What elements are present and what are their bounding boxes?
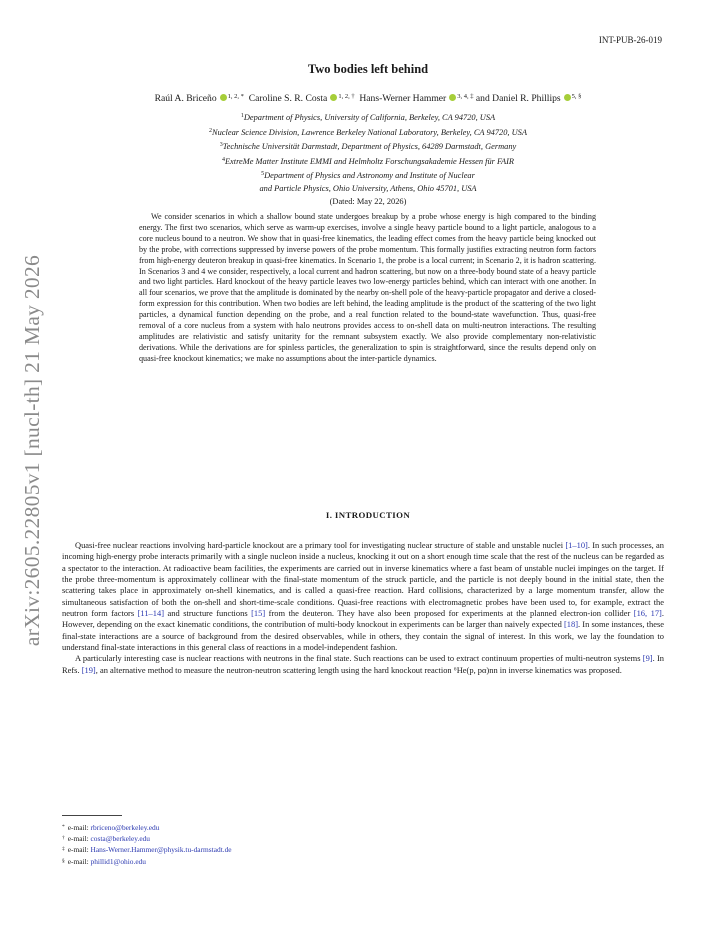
citation-link[interactable]: [16, 17] — [633, 608, 662, 619]
author-marks: 1, 2, † — [338, 93, 355, 100]
affiliation-line: $^4$ExtreMe Matter Institute EMMI and Helmholtz Forschungsakademie Hessen für FAIR — [221, 156, 515, 166]
report-number: INT-PUB-26-019 — [598, 35, 662, 45]
email-link[interactable]: rbriceno@berkeley.edu — [90, 823, 160, 832]
author-marks: 3, 4, ‡ — [457, 93, 474, 100]
citation-link[interactable]: [11–14] — [137, 608, 165, 619]
author-conjunction: and — [475, 93, 490, 104]
affiliation-line: and Particle Physics, Ohio University, Athens, Ohio 45701, USA — [259, 183, 477, 193]
affiliation-line: $^2$Nuclear Science Division, Lawrence Berkeley National Laboratory, Berkeley, CA 94720, USA — [209, 127, 527, 137]
orcid-icon[interactable] — [449, 94, 456, 101]
citation-link[interactable]: [18] — [563, 619, 579, 630]
body-text — [62, 540, 664, 676]
abstract: We consider scenarios in which a shallow bound state undergoes breakup by a probe whose energy is high compared to the binding energy. The first two scenarios, which serve as warm-up exercises, involve a single heavy particle bound to a light particle, analogous to a core nucleus bound to a neutron. We show that in quasi-free kinematics, the leading effect comes from the heavy particle being knocked out by the probe, with corrections suppressed by inverse powers of the probe momentum. This formally justifies extracting neutron form factors from high-energy deuteron breakup in quasi-free kinematics. In Scenario 1, the probe is a local current; in Scenario 2, it is hadron scattering. In Scenarios 3 and 4 we consider, respectively, a local current and hadron scattering, but now on a three-body bound state of a heavy particle and two light particles. Hard knockout of the heavy particle leaves two low-energy particles behind, which can interact with one another. In all four scenarios, we prove that the amplitude is dominated by the nearby on-shell pole of the heavy-particle propagator and derive a closed-form expression for this contribution. When two bodies are left behind, the leading amplitude is the product of the scattering of the two light particles, a dynamical function depending on the probe, and a real function related to the bound-state wavefunction. Thus, quasi-free removal of a core nucleus from a system with halo neutrons provides access to on-shell data on multi-neutron interactions. The resulting amplitudes are relativistic and satisfy unitarity for the remnant subsystem exactly. We also provide complementary non-relativistic derivations. While the derivations are for spinless particles, the generalization to spin is straightforward, since the results depend only on quasi-free knockout kinematics; we make no assumptions about the inter-particle dynamics. — [139, 212, 596, 363]
citation-link[interactable]: [1–10] — [565, 540, 588, 550]
arxiv-id: arXiv:2605.22805v1 [nucl-th] 21 May 2026 — [20, 254, 45, 646]
citation-link[interactable]: [9] — [642, 653, 653, 664]
author-name: Caroline S. R. Costa — [248, 93, 328, 104]
author-name: Raúl A. Briceño — [154, 93, 217, 104]
dated-line: (Dated: May 22, 2026) — [329, 196, 407, 206]
footnote: † e-mail: costa@berkeley.edu — [62, 834, 151, 844]
orcid-icon[interactable] — [220, 94, 227, 101]
affiliation-line: $^1$Department of Physics, University of California, Berkeley, CA 94720, USA — [240, 113, 496, 122]
email-link[interactable]: phillid1@ohio.edu — [90, 856, 146, 866]
email-link[interactable]: costa@berkeley.edu — [90, 834, 151, 844]
author-name: Daniel R. Phillips — [492, 93, 561, 104]
paragraph: A particularly interesting case is nuclear reactions with neutrons in the final state. Such reactions can be used to extract continuum properties of multi-neutron systems [9]. In Refs. [19], an alternative method to measure the neutron-neutron scattering length using the hard knockout reaction ⁶He(p, pα)nn in inverse kinematics was proposed. — [62, 653, 664, 675]
affiliation-line: $^3$Technische Universität Darmstadt, Department of Physics, 64289 Darmstadt, Germany — [219, 142, 517, 152]
citation-link[interactable]: [15] — [251, 608, 266, 619]
footnote-rule — [62, 815, 122, 816]
footnote: ‡ e-mail: Hans-Werner.Hammer@physik.tu-darmstadt.de — [62, 845, 232, 855]
affiliation-line: $^5$Department of Physics and Astronomy and Institute of Nuclear — [261, 171, 475, 181]
footnote: § e-mail: phillid1@ohio.edu — [62, 856, 146, 866]
orcid-icon[interactable] — [564, 94, 571, 101]
footnotes — [62, 822, 232, 867]
citation-link[interactable]: [19] — [81, 664, 96, 675]
footnote: * e-mail: rbriceno@berkeley.edu — [62, 823, 160, 832]
author-marks: 5, § — [571, 93, 582, 100]
paragraph: Quasi-free nuclear reactions involving hard-particle knockout are a primary tool for investigating nuclear structure of stable and unstable nuclei [1–10]. In such processes, an incoming high-energy probe interacts primarily with a single nucleon inside a nucleus, knocking it out on a short enough time scale that the rest of the nucleus can be regarded as a spectator to the interaction. At radioactive beam facilities, the experiments are carried out in inverse kinematics where a fast beam of unstable nuclei impinges on the target. If the probe three-momentum is approximately collinear with the final-state momentum of the struck particle, and the particle is not deeply bound in the initial state, then the scattering takes place in approximately on-shell kinematics, and is called a quasi-free reaction. Hard collisions, characterized by a large momentum transfer, allow the simultaneous satisfaction of both the on-shell and short-time-scale conditions. Quasi-free reactions with electromagnetic probes have been used to, for example, extract the neutron form factors [11–14] and structure functions [15] from the deuteron. They have also been proposed for experiments at the planned electron-ion collider [16, 17]. However, depending on the exact kinematic conditions, the contribution of multi-body knockout in experiments can be larger than naively expected [18]. In some instances, these final-state interactions are a source of background from the desired observables, while in others, they contain the signal of interest. In this work, we lay the foundation to understand final-state interactions in this general class of reactions in a model-independent fashion. — [62, 540, 664, 653]
author-marks: 1, 2, * — [227, 93, 244, 100]
section-heading: I. INTRODUCTION — [325, 510, 411, 520]
email-link[interactable]: Hans-Werner.Hammer@physik.tu-darmstadt.de — [90, 845, 232, 855]
orcid-icon[interactable] — [330, 94, 337, 101]
arxiv-stamp — [8, 250, 58, 650]
author-name: Hans-Werner Hammer — [359, 93, 447, 104]
affiliations — [74, 110, 662, 208]
paper-title: Two bodies left behind — [307, 62, 429, 76]
author-list — [74, 93, 662, 104]
